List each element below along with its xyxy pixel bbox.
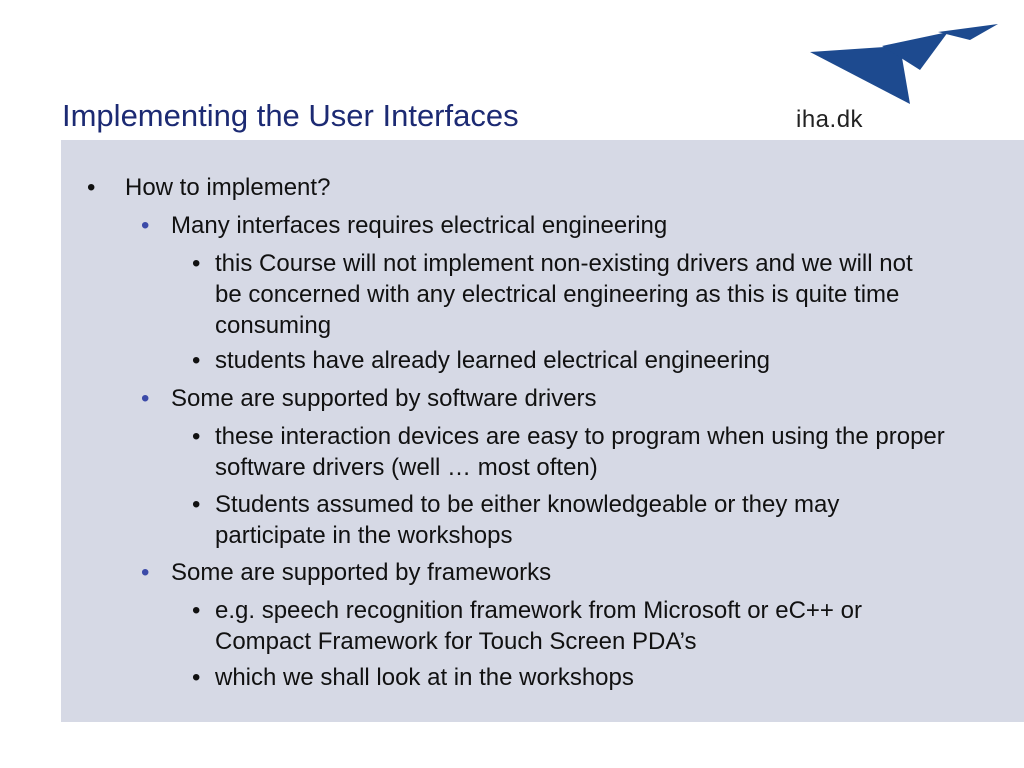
bullet-icon: • (141, 385, 150, 412)
bullet-icon: • (192, 250, 201, 277)
bullet-item (141, 557, 991, 588)
bullet-text: Some are supported by software drivers (171, 385, 597, 412)
bullet-item (192, 595, 945, 657)
content-panel (61, 140, 1024, 722)
bullet-text: Some are supported by frameworks (171, 559, 552, 586)
bullet-item (192, 248, 945, 341)
bullet-item (141, 210, 991, 241)
bullet-icon: • (87, 174, 96, 201)
bullet-item (192, 345, 975, 376)
bullet-text: e.g. speech recognition framework from Microsoft or eC++ or Compact Framework for Touch Screen PDA’s (215, 597, 862, 655)
bullet-item (192, 662, 975, 693)
bullet-icon: • (141, 559, 150, 586)
logo-wings-icon (790, 18, 1010, 108)
iha-logo (790, 18, 1010, 138)
bullet-text: students have already learned electrical engineering (215, 347, 771, 374)
bullet-icon: • (192, 423, 201, 450)
bullet-text: Students assumed to be either knowledgeable or they may participate in the workshops (215, 491, 840, 549)
bullet-text: these interaction devices are easy to program when using the proper software drivers (well … most often) (215, 423, 945, 481)
bullet-text: which we shall look at in the workshops (215, 664, 634, 691)
bullet-icon: • (192, 491, 201, 518)
bullet-item (192, 489, 925, 551)
bullet-text: this Course will not implement non-existing drivers and we will not be concerned with any electrical engineering as this is quite time consuming (215, 250, 913, 339)
bullet-icon: • (192, 597, 201, 624)
bullet-list (61, 140, 1024, 722)
slide-title: Implementing the User Interfaces (62, 98, 519, 133)
bullet-text: How to implement? (125, 174, 331, 201)
bullet-icon: • (192, 347, 201, 374)
bullet-icon: • (192, 664, 201, 691)
bullet-icon: • (141, 212, 150, 239)
bullet-text: Many interfaces requires electrical engineering (171, 212, 668, 239)
bullet-item (192, 421, 975, 483)
bullet-item (141, 383, 991, 414)
bullet-item (87, 172, 985, 203)
logo-text: iha.dk (796, 106, 864, 133)
